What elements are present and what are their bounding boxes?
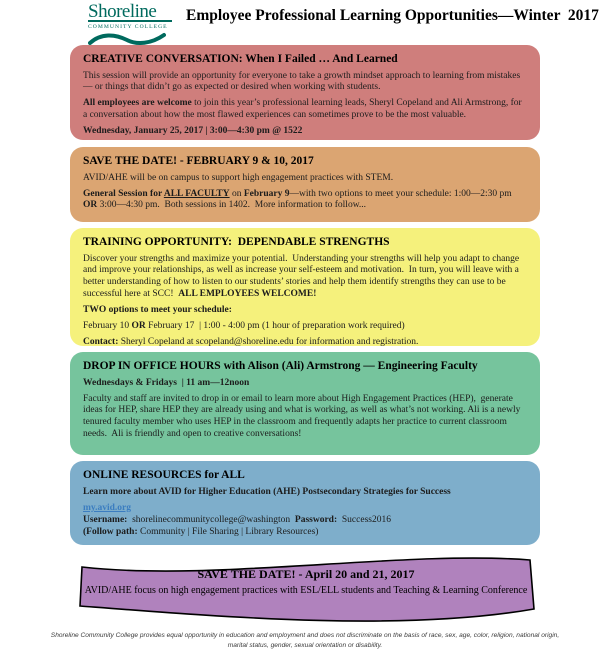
- text-run: Contact:: [83, 336, 119, 346]
- text-run: OR: [131, 320, 146, 331]
- box-creative-conversation: [70, 45, 540, 140]
- box-body: [83, 173, 527, 212]
- text-run: TRAINING OPPORTUNITY: DEPENDABLE STRENGTHS: [83, 236, 390, 248]
- box-save-the-date-february: [70, 147, 540, 222]
- box-title: [83, 236, 527, 249]
- text-run: Wednesdays & Fridays | 11 am—12noon: [83, 377, 250, 388]
- text-run: Learn more about AVID for Higher Education (AHE) Postsecondary Strategies for Success: [83, 486, 451, 497]
- paragraph: [83, 394, 527, 440]
- paragraph: [83, 487, 527, 499]
- text-run: February 10: [83, 320, 132, 331]
- paragraph: [83, 126, 527, 138]
- paragraph: [83, 378, 527, 390]
- paragraph: [83, 515, 527, 527]
- banner-title: SAVE THE DATE! - April 20 and 21, 2017: [197, 567, 415, 581]
- text-run: February 9: [243, 188, 290, 199]
- banner-text: [73, 567, 539, 596]
- page-title: Employee Professional Learning Opportunities—Winter 2017: [186, 7, 599, 24]
- box-training-opportunity: [70, 228, 540, 346]
- logo-wordmark: Shoreline: [88, 3, 172, 22]
- box-body: [83, 487, 527, 539]
- equal-opportunity-statement: Shoreline Community College provides equal opportunity in education and employment and does not discriminate on the basis of race, sex, age, color, religion, national origin, marital status, gender, sexual orientation or disability.: [50, 632, 560, 649]
- text-run: OR: [83, 200, 98, 211]
- text-run: shorelinecommunitycollege@washington: [127, 514, 295, 525]
- box-drop-in-office-hours: [70, 352, 540, 455]
- text-run: Success2016: [337, 514, 391, 525]
- paragraph: [83, 254, 527, 300]
- text-run: to join this year’s professional learning leads, Sheryl Copeland and Ali Armstrong, for a conversation about how the most flawed experiences can sometimes prove to be the most valuable.: [83, 98, 525, 121]
- logo-subtitle: COMMUNITY COLLEGE: [88, 23, 168, 30]
- paragraph: [83, 71, 527, 94]
- text-run: 3:00—4:30 pm. Both sessions in 1402. More information to follow...: [97, 200, 367, 211]
- text-run: CREATIVE CONVERSATION: When I Failed … And Learned: [83, 53, 398, 65]
- text-run: (Follow path:: [83, 527, 138, 538]
- text-run: Sheryl Copeland at scopeland@shoreline.edu for information and registration.: [118, 336, 419, 346]
- box-title: [83, 360, 527, 373]
- text-run: with Alison (Ali) Armstrong — Engineering Faculty: [220, 360, 478, 372]
- paragraph: [83, 189, 527, 212]
- text-run: on: [229, 188, 244, 199]
- text-run: Faculty and staff are invited to drop in or email to learn more about High Engagement Practices (HEP), generate ideas for HEP, share HEP they are already using and what is working, as well as what’s not working. Ali is a newly tenured faculty member who uses HEP in the classroom and frequently adapts her practice to current classroom needs. Ali is friendly and open to creative conversations!: [83, 393, 523, 439]
- text-run: AVID/AHE will be on campus to support high engagement practices with STEM.: [83, 172, 394, 183]
- text-run: February 17 | 1:00 - 4:00 pm (1 hour of preparation work required): [145, 320, 405, 331]
- paragraph: [83, 173, 527, 185]
- box-body: [83, 71, 527, 138]
- text-run: This session will provide an opportunity for everyone to take a growth mindset approach to learning from mistakes — or things that didn’t go as expected or desired when working with students.: [83, 70, 523, 93]
- text-run: Discover your strengths and maximize your potential. Understanding your strengths will help you adapt to change and improve your relationships, as well as increase your self-esteem and motivation. In turn, you will leave with a better understanding of how to listen to our students’ stories and help them identify strengths they can use to be successful here at SCC!: [83, 253, 522, 299]
- text-run: ALL EMPLOYEES WELCOME!: [178, 288, 317, 299]
- text-run: SAVE THE DATE! - FEBRUARY 9 & 10, 2017: [83, 155, 314, 167]
- shoreline-logo: [88, 3, 172, 50]
- banner-subtitle: AVID/AHE focus on high engagement practices with ESL/ELL students and Teaching & Learning Conference: [84, 585, 528, 596]
- text-run: ONLINE RESOURCES for ALL: [83, 469, 245, 481]
- link-my-avid-org[interactable]: my.avid.org: [83, 502, 132, 513]
- paragraph: [83, 527, 527, 539]
- paragraph: [83, 337, 527, 346]
- text-run: —with two options to meet your schedule: 1:00—2:30 pm: [289, 188, 515, 199]
- paragraph: [83, 503, 527, 515]
- paragraph: [83, 305, 527, 317]
- text-run: TWO options to meet your schedule:: [83, 304, 232, 315]
- box-body: [83, 254, 527, 346]
- text-run: Community | File Sharing | Library Resources): [137, 527, 319, 538]
- box-title: [83, 53, 527, 66]
- box-title: [83, 155, 527, 168]
- box-body: [83, 378, 527, 440]
- save-the-date-banner: [73, 556, 539, 630]
- paragraph: [83, 98, 527, 121]
- text-run: DROP IN OFFICE HOURS: [83, 360, 221, 372]
- boxes: [70, 45, 540, 551]
- box-online-resources: [70, 461, 540, 545]
- text-run: Wednesday, January 25, 2017 | 3:00—4:30 pm @ 1522: [83, 126, 303, 137]
- text-run: Username:: [83, 514, 128, 525]
- box-title: [83, 469, 527, 482]
- text-run: All employees are welcome: [83, 98, 192, 109]
- text-run: ALL FACULTY: [163, 188, 230, 199]
- text-run: General Session for: [83, 188, 164, 199]
- paragraph: [83, 321, 527, 333]
- text-run: Password:: [294, 514, 338, 525]
